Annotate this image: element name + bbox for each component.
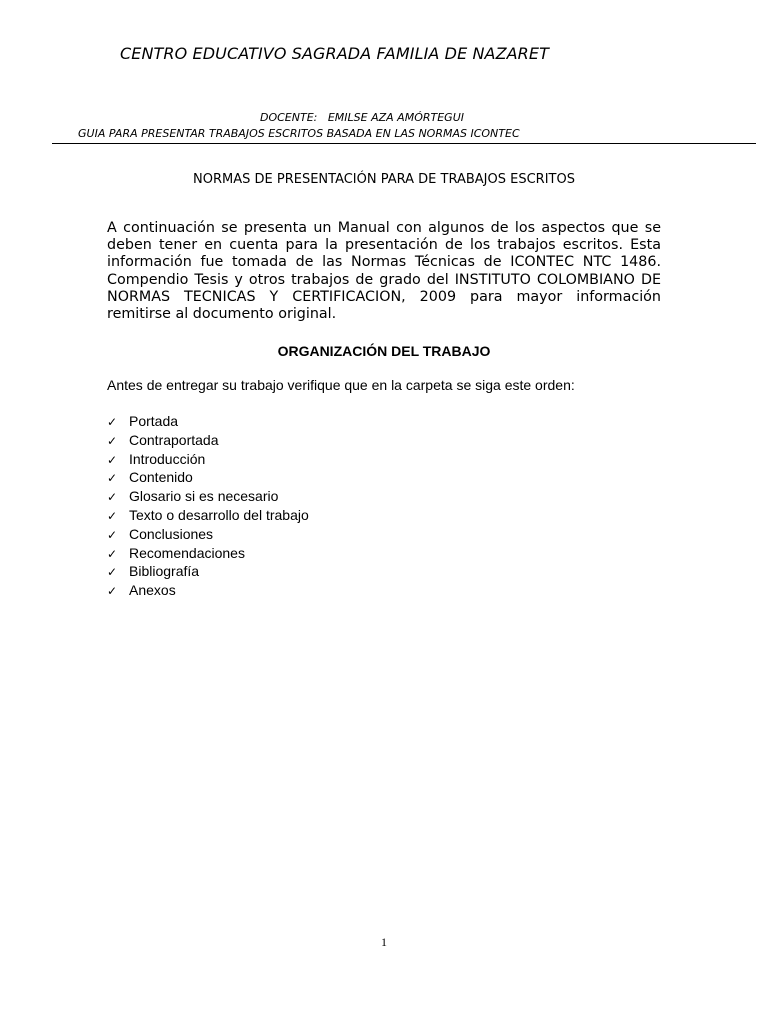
intro-paragraph: A continuación se presenta un Manual con algunos de los aspectos que se deben tener en cuenta para la presentación de los trabajos escritos. Esta información fue tomada de las Normas Técnicas de ICONTEC NTC 1486. Compendio Tesis y otros trabajos de grado del INSTITUTO COLOMBIANO DE NORMAS TECNICAS Y CERTIFICACION, 2009 para mayor información remitirse al documento original. <box>107 220 661 323</box>
list-item <box>107 487 309 506</box>
list-item-label: Portada <box>129 413 179 429</box>
document-heading: NORMAS DE PRESENTACIÓN PARA DE TRABAJOS ESCRITOS <box>193 172 575 187</box>
checklist <box>107 412 309 600</box>
guide-subtitle: GUIA PARA PRESENTAR TRABAJOS ESCRITOS BASADA EN LAS NORMAS ICONTEC <box>78 127 520 140</box>
list-item-label: Recomendaciones <box>129 544 245 561</box>
header-divider <box>52 143 756 144</box>
list-item <box>107 431 309 450</box>
school-title: CENTRO EDUCATIVO SAGRADA FAMILIA DE NAZARET <box>120 44 549 63</box>
list-item-label: Conclusiones <box>129 525 214 542</box>
list-item-label: Contenido <box>129 469 193 486</box>
list-item <box>107 450 309 469</box>
checkmark-icon: ✓ <box>107 433 118 448</box>
list-item <box>107 581 309 600</box>
checkmark-icon: ✓ <box>107 415 118 429</box>
checkmark-icon: ✓ <box>107 546 118 561</box>
checkmark-icon: ✓ <box>107 584 118 599</box>
checkmark-icon: ✓ <box>107 565 118 580</box>
section-heading-organization: ORGANIZACIÓN DEL TRABAJO <box>277 343 491 359</box>
checkmark-icon: ✓ <box>107 490 118 505</box>
list-item-label: Bibliografía <box>129 563 200 580</box>
list-item <box>107 562 309 581</box>
list-item <box>107 506 309 525</box>
list-item-label: Introducción <box>129 450 206 467</box>
page-number: 1 <box>381 935 387 949</box>
list-item-label: Glosario si es necesario <box>129 488 279 505</box>
checkmark-icon: ✓ <box>107 508 118 523</box>
checkmark-icon: ✓ <box>107 452 118 467</box>
list-item-label: Texto o desarrollo del trabajo <box>129 506 309 523</box>
checkmark-icon: ✓ <box>107 471 118 486</box>
list-item-label: Anexos <box>129 582 176 599</box>
list-item <box>107 525 309 544</box>
instruction-text: Antes de entregar su trabajo verifique que en la carpeta se siga este orden: <box>107 377 575 393</box>
list-item <box>107 468 309 487</box>
list-item-label: Contraportada <box>129 431 219 448</box>
teacher-line: DOCENTE: EMILSE AZA AMÓRTEGUI <box>260 111 464 124</box>
list-item <box>107 412 309 431</box>
list-item <box>107 544 309 563</box>
checkmark-icon: ✓ <box>107 527 118 542</box>
